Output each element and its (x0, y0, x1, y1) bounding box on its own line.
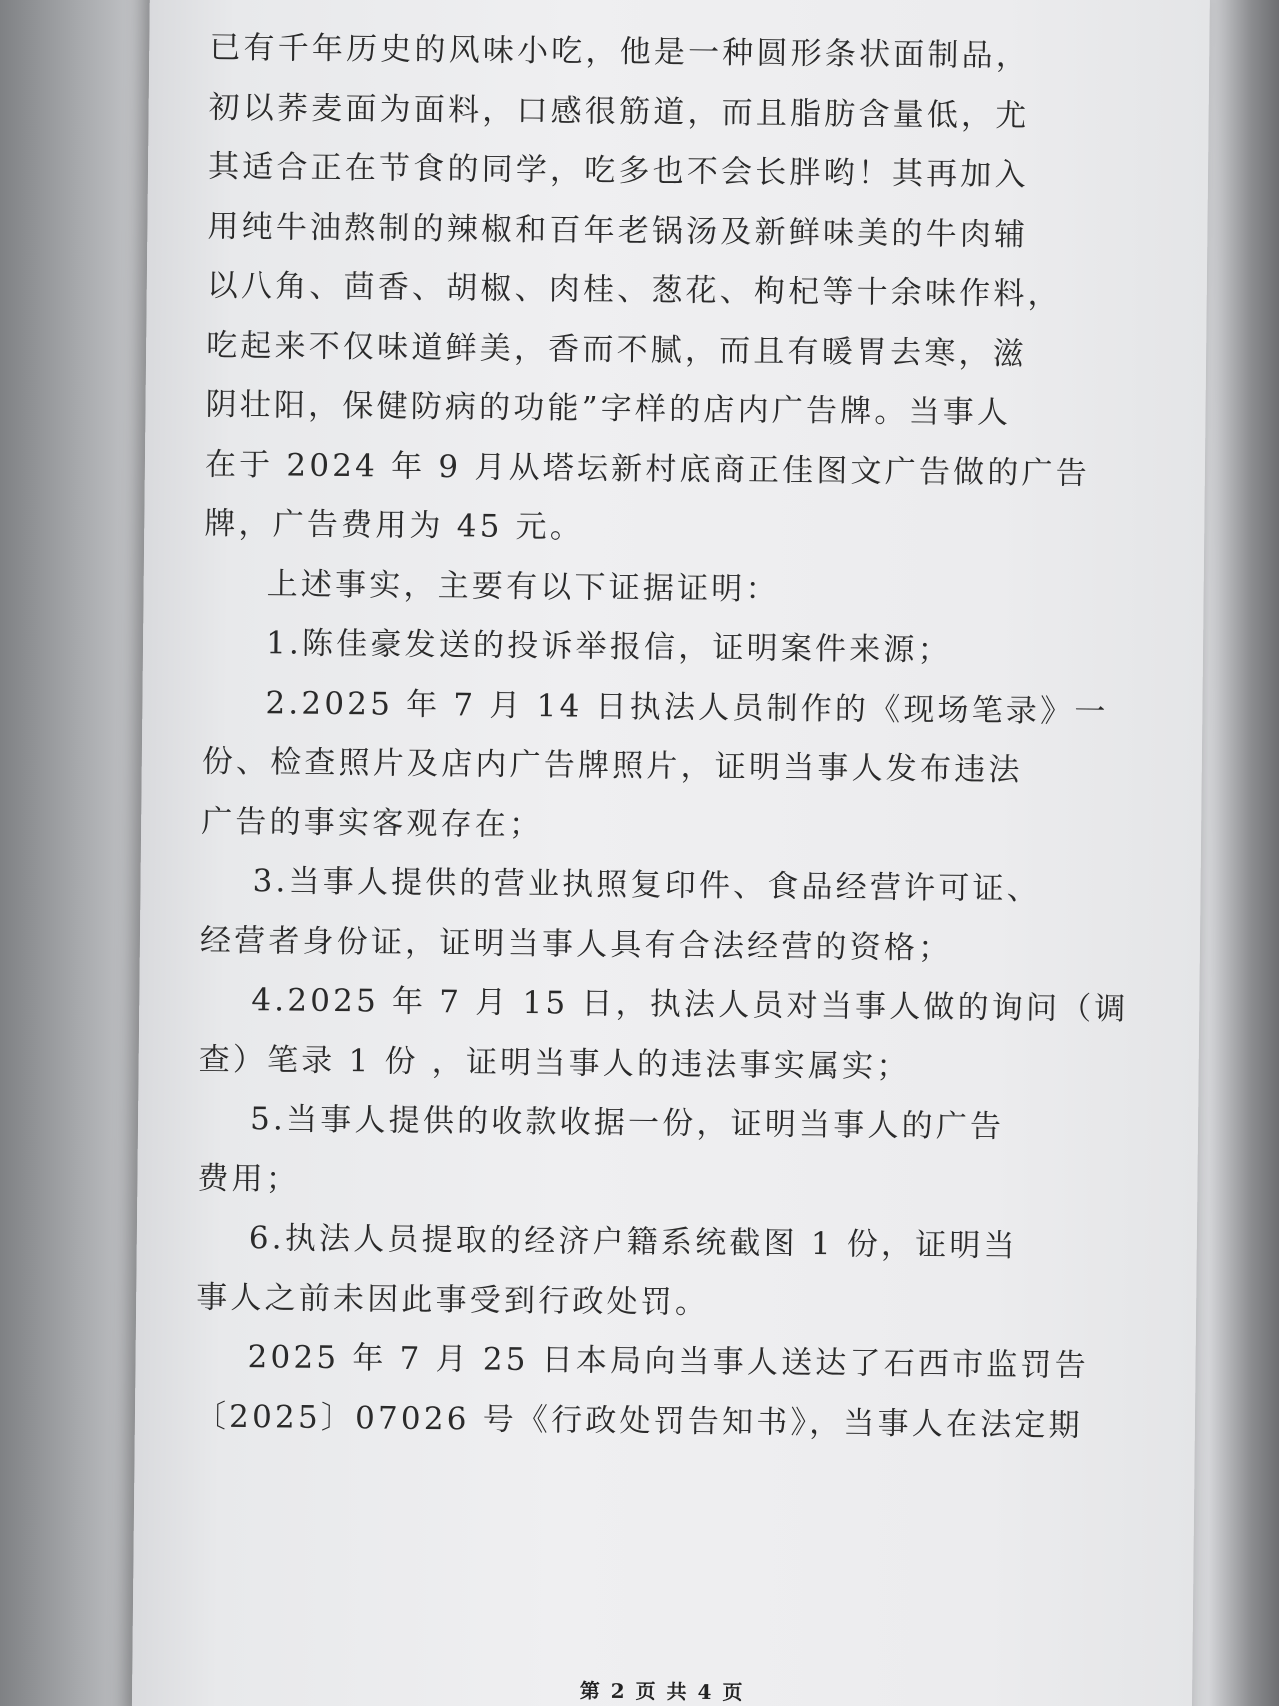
text-line: 经营者身份证，证明当事人具有合法经营的资格； (199, 922, 953, 966)
text-line: 其适合正在节食的同学，吃多也不会长胖哟！其再加入 (207, 148, 1030, 194)
text-line: 阴壮阳，保健防病的功能”字样的店内广告牌。当事人 (205, 386, 1012, 432)
evidence-intro: 上述事实，主要有以下证据证明： (266, 565, 780, 608)
text-line: 查）笔录 1 份 ，证明当事人的违法事实属实； (198, 1041, 911, 1085)
text-line: 在于 2024 年 9 月从塔坛新村底商正佳图文广告做的广告 (204, 446, 1091, 492)
text-line: 广告的事实客观存在； (201, 803, 544, 843)
evidence-item-2: 2.2025 年 7 月 14 日执法人员制作的《现场笔录》一 (265, 684, 1109, 730)
notice-paragraph: 2025 年 7 月 25 日本局向当事人送达了石西市监罚告 (247, 1339, 1090, 1384)
text-line: 用纯牛油熬制的辣椒和百年老锅汤及新鲜味美的牛肉辅 (207, 208, 1029, 253)
text-line: 初以荞麦面为面料，口感很筋道，而且脂肪含量低，尤 (208, 89, 1030, 134)
page-shadow-edge (1209, 0, 1279, 1706)
page-body (194, 19, 1129, 1456)
page-number-footer: 第 2 页 共 4 页 (579, 1678, 745, 1705)
evidence-item-5: 5.当事人提供的收款收据一份，证明当事人的广告 (249, 1101, 1005, 1146)
text-line: 牌，广告费用为 45 元。 (204, 505, 585, 546)
document-page (132, 0, 1210, 1706)
evidence-item-1: 1.陈佳豪发送的投诉举报信，证明案件来源； (265, 625, 952, 669)
evidence-item-4: 4.2025 年 7 月 15 日，执法人员对当事人做的询问（调 (251, 982, 1129, 1028)
text-line: 事人之前未因此事受到行政处罚。 (196, 1279, 710, 1321)
evidence-item-6: 6.执法人员提取的经济户籍系统截图 1 份，证明当 (248, 1220, 1018, 1265)
text-line: 以八角、茴香、胡椒、肉桂、葱花、枸杞等十余味作料， (206, 267, 1062, 313)
text-line: 份、检查照片及店内广告牌照片，证明当事人发布违法 (201, 743, 1023, 789)
evidence-item-3: 3.当事人提供的营业执照复印件、食品经营许可证、 (252, 863, 1042, 908)
text-line: 费用； (197, 1160, 301, 1198)
previous-page-edge (0, 0, 150, 1706)
text-line: 〔2025〕07026 号《行政处罚告知书》，当事人在法定期 (194, 1398, 1083, 1444)
text-line: 已有千年历史的风味小吃，他是一种圆形条状面制品， (209, 29, 1031, 75)
text-line: 吃起来不仅味道鲜美，香而不腻，而且有暖胃去寒，滋 (205, 327, 1028, 372)
